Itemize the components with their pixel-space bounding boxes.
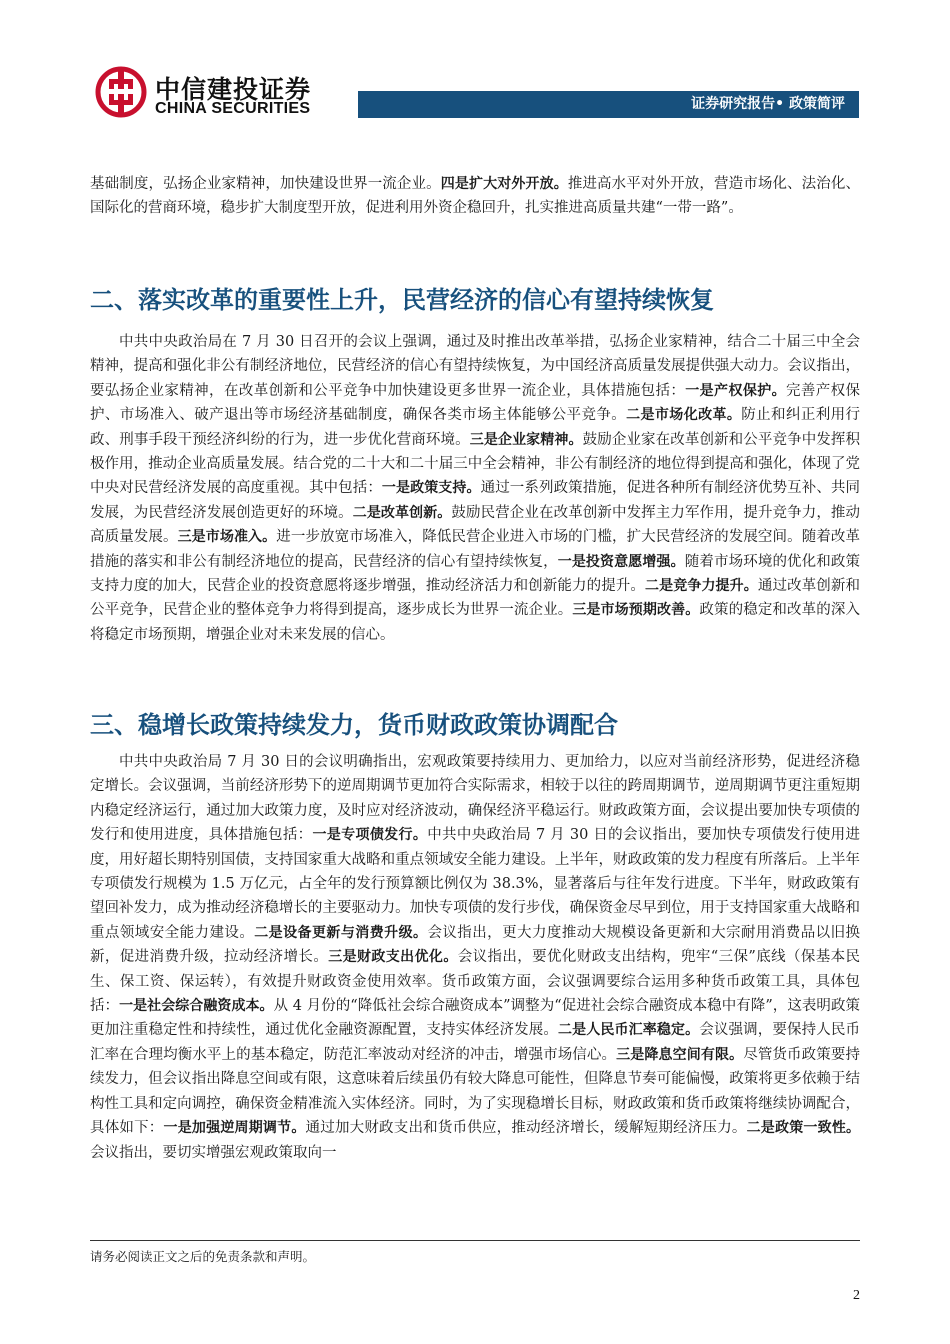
section-3-body	[90, 750, 860, 1165]
section-2-heading: 二、落实改革的重要性上升，民营经济的信心有望持续恢复	[90, 286, 714, 314]
logo-chinese-name: 中信建投证券	[155, 75, 312, 104]
section-3-paragraph: 中共中央政治局 7 月 30 日的会议明确指出，宏观政策要持续用力、更加给力，以应对当前经济形势，促进经济稳定增长。会议强调，当前经济形势下的逆周期调节更加符合实际需求，相较于以往的跨周期调节，逆周期调节更注重短期内稳定经济运行，通过加大政策力度，及时应对经济波动，确保经济平稳运行。财政政策方面，会议提出要加快专项债的发行和使用进度，具体措施包括：一是专项债发行。中共中央政治局 7 月 30 日的会议指出，要加快专项债发行使用进度，用好超长期特别国债，支持国家重大战略和重点领域安全能力建设。上半年，财政政策的发力程度有所落后。上半年专项债发行规模为 1.5 万亿元，占全年的发行预算额比例仅为 38.3%，显著落后与往年发行进度。下半年，财政政策有望回补发力，成为推动经济稳增长的主要驱动力。加快专项债的发行步伐，确保资金尽早到位，用于支持国家重大战略和重点领域安全能力建设。二是设备更新与消费升级。会议指出，更大力度推动大规模设备更新和大宗耐用消费品以旧换新，促进消费升级，拉动经济增长。三是财政支出优化。会议指出，要优化财政支出结构，兜牢“三保”底线（保基本民生、保工资、保运转），有效提升财政资金使用效率。货币政策方面，会议强调要综合运用多种货币政策工具，具体包括：一是社会综合融资成本。从 4 月份的“降低社会综合融资成本”调整为“促进社会综合融资成本稳中有降”，这表明政策更加注重稳定性和持续性，通过优化金融资源配置，支持实体经济发展。二是人民币汇率稳定。会议强调，要保持人民币汇率在合理均衡水平上的基本稳定，防范汇率波动对经济的冲击，增强市场信心。三是降息空间有限。尽管货币政策要持续发力，但会议指出降息空间或有限，这意味着后续虽仍有较大降息可能性，但降息节奏可能偏慢，政策将更多依赖于结构性工具和定向调控，确保资金精准流入实体经济。同时，为了实现稳增长目标，财政政策和货币政策将继续协调配合，具体如下：一是加强逆周期调节。通过加大财政支出和货币供应，推动经济增长，缓解短期经济压力。二是政策一致性。会议指出，要切实增强宏观政策取向一	[90, 754, 861, 1161]
intro-paragraph-container	[90, 172, 860, 221]
intro-paragraph: 基础制度，弘扬企业家精神，加快建设世界一流企业。四是扩大对外开放。推进高水平对外开放，营造市场化、法治化、国际化的营商环境，稳步扩大制度型开放，促进利用外资企稳回升，扎实推进高质量共建“一带一路”。	[90, 176, 861, 217]
report-type-banner: 证券研究报告• 政策简评	[358, 91, 859, 118]
section-2-body	[90, 330, 860, 647]
section-2-paragraph: 中共中央政治局在 7 月 30 日召开的会议上强调，通过及时推出改革举措，弘扬企业家精神，结合二十届三中全会精神，提高和强化非公有制经济地位，民营经济的信心有望持续恢复，为中国经济高质量发展提供强大动力。会议指出，要弘扬企业家精神，在改革创新和公平竞争中加快建设更多世界一流企业，具体措施包括：一是产权保护。完善产权保护、市场准入、破产退出等市场经济基础制度，确保各类市场主体能够公平竞争。二是市场化改革。防止和纠正利用行政、刑事手段干预经济纠纷的行为，进一步优化营商环境。三是企业家精神。鼓励企业家在改革创新和公平竞争中发挥积极作用，推动企业高质量发展。结合党的二十大和二十届三中全会精神，非公有制经济的地位得到提高和强化，体现了党中央对民营经济发展的高度重视。其中包括：一是政策支持。通过一系列政策措施，促进各种所有制经济优势互补、共同发展，为民营经济发展创造更好的环境。二是改革创新。鼓励民营企业在改革创新中发挥主力军作用，提升竞争力，推动高质量发展。三是市场准入。进一步放宽市场准入，降低民营企业进入市场的门槛，扩大民营经济的发展空间。随着改革措施的落实和非公有制经济地位的提高，民营经济的信心有望持续恢复，一是投资意愿增强。随着市场环境的优化和政策支持力度的加大，民营企业的投资意愿将逐步增强，推动经济活力和创新能力的提升。二是竞争力提升。通过改革创新和公平竞争，民营企业的整体竞争力将得到提高，逐步成长为世界一流企业。三是市场预期改善。政策的稳定和改革的深入将稳定市场预期，增强企业对未来发展的信心。	[90, 334, 861, 643]
page-number: 2	[853, 1288, 860, 1303]
citic-logo-icon	[95, 66, 147, 118]
footer-divider	[90, 1240, 860, 1241]
footer-disclaimer: 请务必阅读正文之后的免责条款和声明。	[90, 1249, 316, 1264]
logo-english-name: CHINA SECURITIES	[155, 100, 311, 117]
section-3-heading: 三、稳增长政策持续发力，货币财政政策协调配合	[90, 711, 618, 739]
page-header	[0, 0, 950, 140]
